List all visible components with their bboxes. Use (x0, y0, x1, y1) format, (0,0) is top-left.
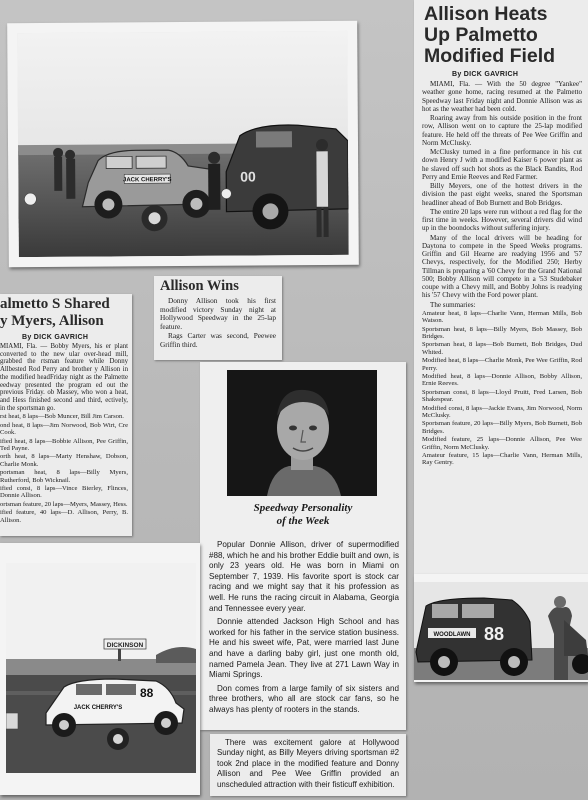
paragraph: Rags Carter was second, Peewee Griffin third. (160, 331, 276, 349)
headline-line-3: Modified Field (424, 45, 556, 67)
paragraph: Popular Donnie Allison, driver of supermodified #88, which he and his brother Eddie built and own, is only 23 years old. He was born in Miami on September 7, 1939. His favorite sport is stock car racing and we might say that it his profession as well. He runs the racing circuit in Alabama, Georgia and Tennessee every year. (209, 540, 399, 613)
portrait-illustration (227, 370, 377, 496)
summary-line: Modified heat, 8 laps—Donnie Allison, Bobby Allison, Ernie Reeves. (422, 373, 582, 388)
summary-line: portsman heat, 8 laps—Billy Myers, Rutherford, Bob Wicknail. (0, 469, 128, 484)
summary-line: ified consi, 8 laps—Vince Bierley, Flinces, Donnie Allison. (0, 484, 128, 500)
paragraph: Many of the local drivers will be heading for Daytona to compete in the Speed Weeks programs. Griffin and Gil Hearne are readying 1956 and '57 Chevys, respectively, for the Modified 250; Herby Tillman is preparing a '60 Chevy for the Grand National 500; Bobby Allison will compete in a '53 Studebaker coupe with a Chevy mill, and Bobby Johns is readying his '57 Chevy with the Ford power plant. (422, 233, 582, 300)
top-race-photo (7, 21, 359, 267)
summary-line: Sportsman consi, 8 laps—Lloyd Pruitt, Fred Larsen, Bob Shakespear. (422, 388, 582, 404)
paragraph: Don comes from a large family of six sisters and three brothers, who all are stock car fans, so he always has plenty of rooters in the stands. (209, 683, 399, 714)
headline-line-2: y Myers, Allison (0, 313, 104, 329)
race-pits-illustration (17, 31, 349, 257)
summary-line: Sportsman heat, 8 laps—Billy Myers, Bob Massey, Bob Bridges. (422, 325, 582, 340)
car-name-lettering: JACK CHERRY'S (73, 705, 123, 711)
car-number: 88 (140, 686, 154, 700)
summary-line: ified heat, 8 laps—Bobbie Allison, Pee Griffin, Ted Payne. (0, 437, 128, 452)
summary-line: orth heat, 8 laps—Marty Henshaw, Dobson, Charlie Monk. (0, 453, 128, 468)
paragraph: MIAMI, Fla. — Bobby Myers, his er plant converted to the new ular over-head mill, grabbed the rtsman feature while Donny Allbested Rod Perry and brother y Allison in the modified headFriday night as the Palmette eedway presented the program ed out the previous Friday. ob Massey, who won a heat, and Hess finished second and third, ectively, in the sportsman go. (0, 343, 128, 412)
car-on-track-illustration (6, 563, 196, 773)
summary-line: ortsman feature, 20 laps—Myers, Massey, Hess. (0, 500, 128, 508)
summary-line: Sportsman feature, 20 laps—Billy Myers, Bob Burnett, Bob Bridges. (422, 420, 582, 435)
paragraph: The entire 20 laps were run without a red flag for the first time in weeks. However, several drivers did wind up in the boondocks without suffering injury. (422, 207, 582, 233)
byline: By DICK GAVRICH (22, 334, 89, 341)
car-number: 88 (484, 624, 505, 644)
portrait-photo (227, 370, 377, 496)
summary-line: Modified heat, 8 laps—Charlie Monk, Pee Wee Griffin, Rod Perry. (422, 357, 582, 372)
paragraph: Billy Meyers, one of the hottest drivers in the division the past eight weeks, snared the Sportsman headliner ahead of Bob Burnett and Bob Bridges. (422, 182, 582, 207)
paragraph: Donnie attended Jackson High School and has worked for his father in the service station business. He and his sweet wife, Pat, were married last June and have a darling baby girl, just one month old, named Pamela Jean. They live at 271 Lawn Way in Miami Springs. (209, 617, 399, 680)
paragraph: MIAMI, Fla. — With the 50 degree "Yankee" weather gone home, racing resumed at the Palmetto Speedway last Friday night and Donnie Allison was as hot as the weather had been cold. (422, 80, 582, 113)
summary-line: Amateur feature, 15 laps—Charlie Vann, Herman Mills, Ray Gentry. (422, 452, 582, 467)
summaries-label: The summaries: (430, 300, 476, 309)
allison-heats-clipping (414, 0, 588, 574)
summary-line: ond heat, 8 laps—Jim Norwood, Bob Wirt, Cre Cook. (0, 421, 128, 437)
track-sign: DICKINSON (106, 642, 144, 649)
hollywood-note-text: There was excitement galore at Hollywood Sunday night, as Billy Meyers driving sportsman #2 took 2nd place in the modified feature and Donny Allison and Pee Wee Griffin provided an unscheduled attraction with their fisticuff exhibition. (217, 738, 399, 789)
byline: By DICK GAVRICH (452, 71, 519, 78)
summary-line: rst heat, 8 laps—Bob Muncer, Bill Jim Carson. (0, 413, 124, 421)
summary-line: Sportsman heat, 8 laps—Bob Burnett, Bob Bridges, Dud Whited. (422, 341, 582, 356)
bottom-right-race-photo (414, 574, 588, 682)
bottom-left-race-photo (0, 543, 200, 795)
personality-headline-2: of the Week (276, 515, 330, 527)
headline-line-1: almetto S Shared (0, 296, 110, 312)
personality-headline-1: Speedway Personality (253, 502, 353, 514)
top-car-lettering: JACK CHERRY'S (122, 177, 172, 184)
parked-race-car-illustration (414, 582, 588, 680)
car-lettering: WOODLAWN (433, 632, 471, 638)
allison-wins-headline: Allison Wins (160, 278, 239, 294)
summary-line: ified feature, 40 laps—D. Allison, Perry, B. Allison. (0, 509, 128, 524)
allison-wins-clipping (154, 276, 282, 360)
headline-line-1: Allison Heats (424, 3, 548, 25)
speedway-personality-clipping (200, 362, 406, 730)
summary-line: Modified feature, 25 laps—Donnie Allison, Pee Wee Griffin, Norm McClusky. (422, 436, 582, 451)
headline-line-2: Up Palmetto (424, 24, 538, 46)
paragraph: Roaring away from his outside position in the front row, Allison went on to capture the 25-lap modified feature. He held off the threats of Pee Wee Griffin and Norm McClusky. (422, 114, 582, 147)
paragraph: McClusky turned in a fine performance in his cut down Henry J with a modified Kaiser 6 power plant as he slaved off such hot shots as the Black Bandits, Rod Perry and Ernie Reeves and Red Farmer. (422, 148, 582, 181)
hollywood-note-clipping (210, 734, 406, 796)
paragraph: Donny Allison took his first modified victory Sunday night at Hollywood Speedway in the 25-lap feature. (160, 296, 276, 331)
summary-line: Modified consi, 8 laps—Jackie Evans, Jim Norwood, Norm McClusky. (422, 404, 582, 420)
top-car-number: 00 (240, 168, 256, 185)
summary-line: Amateur heat, 8 laps—Charlie Vann, Herman Mills, Bob Watson. (422, 309, 582, 325)
palmetto-shared-clipping (0, 294, 132, 536)
